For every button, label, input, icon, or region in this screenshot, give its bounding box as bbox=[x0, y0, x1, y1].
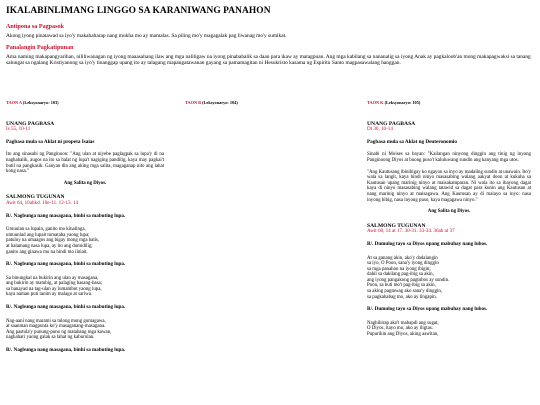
psalm-response: R/. Nagbunga nang masagana, binhi sa mabuting lupa. bbox=[6, 304, 126, 311]
column-header bbox=[367, 100, 531, 106]
reading-end: Ang Salita ng Diyos. bbox=[427, 209, 471, 215]
psalm-reference: Awit 68, 14 at 17. 30-31. 33-34. 36ab at 37 bbox=[367, 228, 455, 235]
readings-columns bbox=[6, 100, 534, 405]
psalm-stanza: Sa binungkal na bukirin ang ulan ay masagana, ang bukirin ay matubig, at palaging basang-basa; sa banayad na tag-ulan ay lumambot yaong lupa, kaya naman puti tanim ay malago at sariwa. bbox=[6, 275, 103, 298]
reading-text: Ito ang sinasabi ng Panginoon: "Ang ulan at niyebe paglagpak sa lupa'y di na naghahalik, augos na ito sa balat ng lupa't nagiging pandilig, kaya may pagkai't butil na pangkasik. Ganyan din ang aking mga salita, magaganap nito ang lahat kong nasa." bbox=[6, 152, 164, 175]
reading-text: Sinabi ni Moises sa bayan: "Kailangan ninyong dinggin ang tinig ng inyong Panginoong Diyos at buong puso't kaluluwang sundin ang kanyang mga utos. bbox=[367, 152, 531, 163]
psalm-stanza: Nag-aani nang marami sa tulong mong gumagawa, at saanman magpunta ko'y masaganang-masagana. Ang pastula'y punung-puno ng matabang mga kawan, naghahari yaong galak sa lahat ng kaburulan. bbox=[6, 318, 112, 341]
reading-text: "Ang Kautusang ibinibigay ko ngayon sa inyo ay madaling sundin at unawain. Ito'y wala sa langit, kaya hindi ninyo masasabing walang aakyat doon at kukuha sa Kautusan upang marinig ninyo at maisakatuparan. Ni wala ito sa ibayong dagat kaya di ninyo masasabing walang tatawid sa dagat para kunin ang Kautusan at nang marinig ninyo at maisagawa. Ang Kautusan ay di malayo sa inyo: nasa inyong bibig, nasa inyong puso, kaya magagawa ninyo." bbox=[367, 169, 531, 203]
psalm-stanza: At sa ganang akin, ako'y dadalangin sa iyo, O Poon, sana'y iyong dinggin sa mga panahon na iyong ibigin; dahil sa dakilang pag-ibig sa akin, ang iyong pangakong pagtubos ay sundin. Poon, sa buti mo't pag-ibig sa akin, sa aking pagtawag ako sana'y dinggin, sa pagkahabag mo, ako ay lingapin. bbox=[367, 255, 450, 300]
psalm-response: R/. Nagbunga nang masagana, binhi sa mabuting lupa. bbox=[6, 212, 126, 219]
psalm-title: SALMONG TUGUNAN bbox=[367, 222, 426, 229]
column-taon-k bbox=[367, 100, 531, 345]
psalm-response: R/. Nagbunga nang masagana, binhi sa mabuting lupa. bbox=[6, 347, 126, 354]
psalm-reference: Awit 64, 10abkd. 10e-11. 12-13. 14 bbox=[6, 199, 79, 206]
column-label: TAON K bbox=[367, 100, 384, 105]
antipona-text: Akong iyong pinatawad sa iyo'y makahaharap nang mukha mo ay mamalas. Sa piling mo'y magagalak pag liwanag mo'y sumikat. bbox=[6, 33, 287, 39]
column-header bbox=[6, 100, 164, 106]
reading-intro: Pagbasa mula sa Aklat ng Deuteronomio bbox=[367, 138, 457, 145]
reading-end: Ang Salita ng Diyos. bbox=[63, 180, 107, 186]
column-label: TAON A bbox=[6, 100, 22, 105]
page-title: IKALABINLIMANG LINGGO SA KARANIWANG PANAHON bbox=[6, 6, 271, 16]
document-page bbox=[6, 6, 534, 72]
column-label: TAON B bbox=[185, 100, 202, 105]
panalangin-title: Panalangin Pagkatipunan bbox=[6, 45, 74, 52]
antipona-title: Antipona sa Pagpasok bbox=[6, 24, 64, 30]
psalm-response: R/. Nagbunga nang masagana, binhi sa mabuting lupa. bbox=[6, 261, 126, 268]
column-leksyonaryo: (Leksyonaryo: 104) bbox=[202, 100, 238, 105]
column-leksyonaryo: (Leksyonaryo: 105) bbox=[384, 100, 421, 105]
psalm-response: R/. Dumulog tayo sa Diyos upang mabuhay nang lubos. bbox=[367, 306, 488, 313]
reading-reference: Is 55, 10-11 bbox=[6, 126, 31, 133]
reading-title: UNANG PAGBASA bbox=[6, 120, 55, 127]
panalangin-text: Ama naming makapangyarihan, nililiwanagan ng iyong maaasahang ilaw ang mga naliligaw na iyong pinababalik sa daan para ikaw ay matagpuan. Ang mga kabilang sa nananalig sa iyong Anak ay pagkaloob'an mong makapagwaksi sa tanang salungat sa ngalang Kristiyanong sa iyo'y tinanggap upang ito ay talagang mapangatawanan gayang sa pamamagitan ni Hesukristo kasama ng Espiritu Santo magpasawalang hanggan. bbox=[6, 54, 531, 67]
reading-reference: Dt 30, 10-14 bbox=[367, 126, 393, 133]
column-header bbox=[185, 100, 343, 106]
column-taon-b bbox=[185, 100, 343, 122]
psalm-response: R/. Dumulog tayo sa Diyos upang mabuhay nang lubos. bbox=[367, 240, 488, 247]
psalm-stanza: Naghihirap ako't mabapdi ang sugat, O Diyos, itayo mo, ako ay iligtas. Pupurihin ang Diyos, aking aawitan, bbox=[367, 320, 439, 338]
reading-intro: Pagbasa mula sa Aklat ni propeta Isaias bbox=[6, 138, 95, 145]
column-leksyonaryo: (Leksyonaryo: 103) bbox=[22, 100, 59, 105]
psalm-title: SALMONG TUGUNAN bbox=[6, 194, 65, 201]
psalm-stanza: Umuulan sa lupain, ganito mo kinalinga, umuunlad ang lupait tumataba yaong lupa; patuloy na umaagos ang bigay mong mga batis, at halamang nasa lupa, ay ito ang dumidilig; ganito ang ginawa mo na hindi mo iiniait. bbox=[6, 227, 100, 255]
reading-title: UNANG PAGBASA bbox=[367, 120, 416, 127]
column-taon-a bbox=[6, 100, 164, 362]
